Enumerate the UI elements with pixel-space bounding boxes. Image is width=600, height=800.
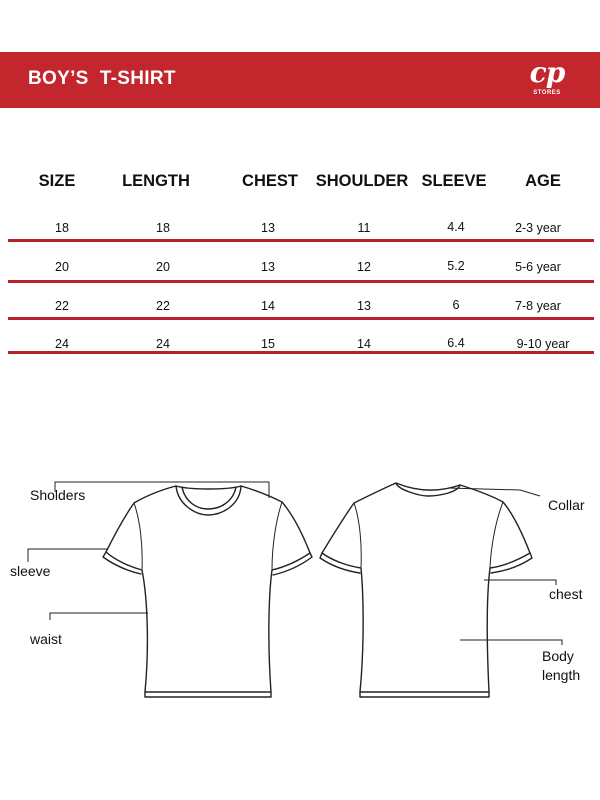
body-length-pointer	[460, 640, 562, 645]
label-chest: chest	[549, 586, 583, 602]
sleeve-pointer	[28, 549, 108, 562]
table-cell: 6	[452, 298, 460, 312]
table-cell: 22	[156, 299, 170, 313]
label-shoulders: Sholders	[30, 487, 86, 503]
table-cell: 9-10 year	[516, 337, 570, 351]
label-sleeve: sleeve	[10, 563, 51, 579]
table-cell: 11	[357, 221, 371, 235]
table-cell: 22	[55, 299, 69, 313]
column-header-shoulder: SHOULDER	[315, 172, 409, 190]
table-cell: 15	[261, 337, 275, 351]
tshirt-front-drawing	[103, 486, 312, 697]
table-cell: 13	[261, 260, 275, 274]
table-cell: 12	[357, 260, 371, 274]
chest-pointer	[484, 580, 556, 585]
collar-pointer	[448, 488, 540, 496]
table-cell: 24	[156, 337, 170, 351]
logo-mark: cp	[529, 56, 565, 89]
logo-subtitle: STORES	[533, 90, 561, 96]
table-cell: 20	[156, 260, 170, 274]
column-header-length: LENGTH	[122, 172, 190, 190]
table-cell: 18	[55, 221, 69, 235]
column-header-sleeve: SLEEVE	[421, 172, 487, 190]
waist-pointer	[50, 613, 148, 620]
table-cell: 13	[357, 299, 371, 313]
table-cell: 24	[55, 337, 69, 351]
table-cell: 2-3 year	[515, 221, 561, 235]
label-collar: Collar	[548, 497, 585, 513]
page-title: BOY’S T-SHIRT	[28, 68, 176, 89]
label-body-length-line2: length	[542, 667, 581, 683]
label-waist: waist	[30, 631, 62, 647]
table-cell: 5.2	[447, 259, 465, 273]
column-header-size: SIZE	[38, 172, 76, 190]
table-cell: 6.4	[447, 336, 465, 350]
table-cell: 14	[261, 299, 275, 313]
table-cell: 5-6 year	[515, 260, 561, 274]
table-cell: 18	[156, 221, 170, 235]
table-cell: 13	[261, 221, 275, 235]
column-header-age: AGE	[525, 172, 561, 190]
table-cell: 7-8 year	[515, 299, 561, 313]
table-cell: 20	[55, 260, 69, 274]
table-cell: 4.4	[447, 220, 465, 234]
tshirt-back-drawing	[320, 483, 532, 697]
column-header-chest: CHEST	[242, 172, 298, 190]
label-body-length-line1: Body	[542, 648, 574, 664]
table-cell: 14	[357, 337, 371, 351]
